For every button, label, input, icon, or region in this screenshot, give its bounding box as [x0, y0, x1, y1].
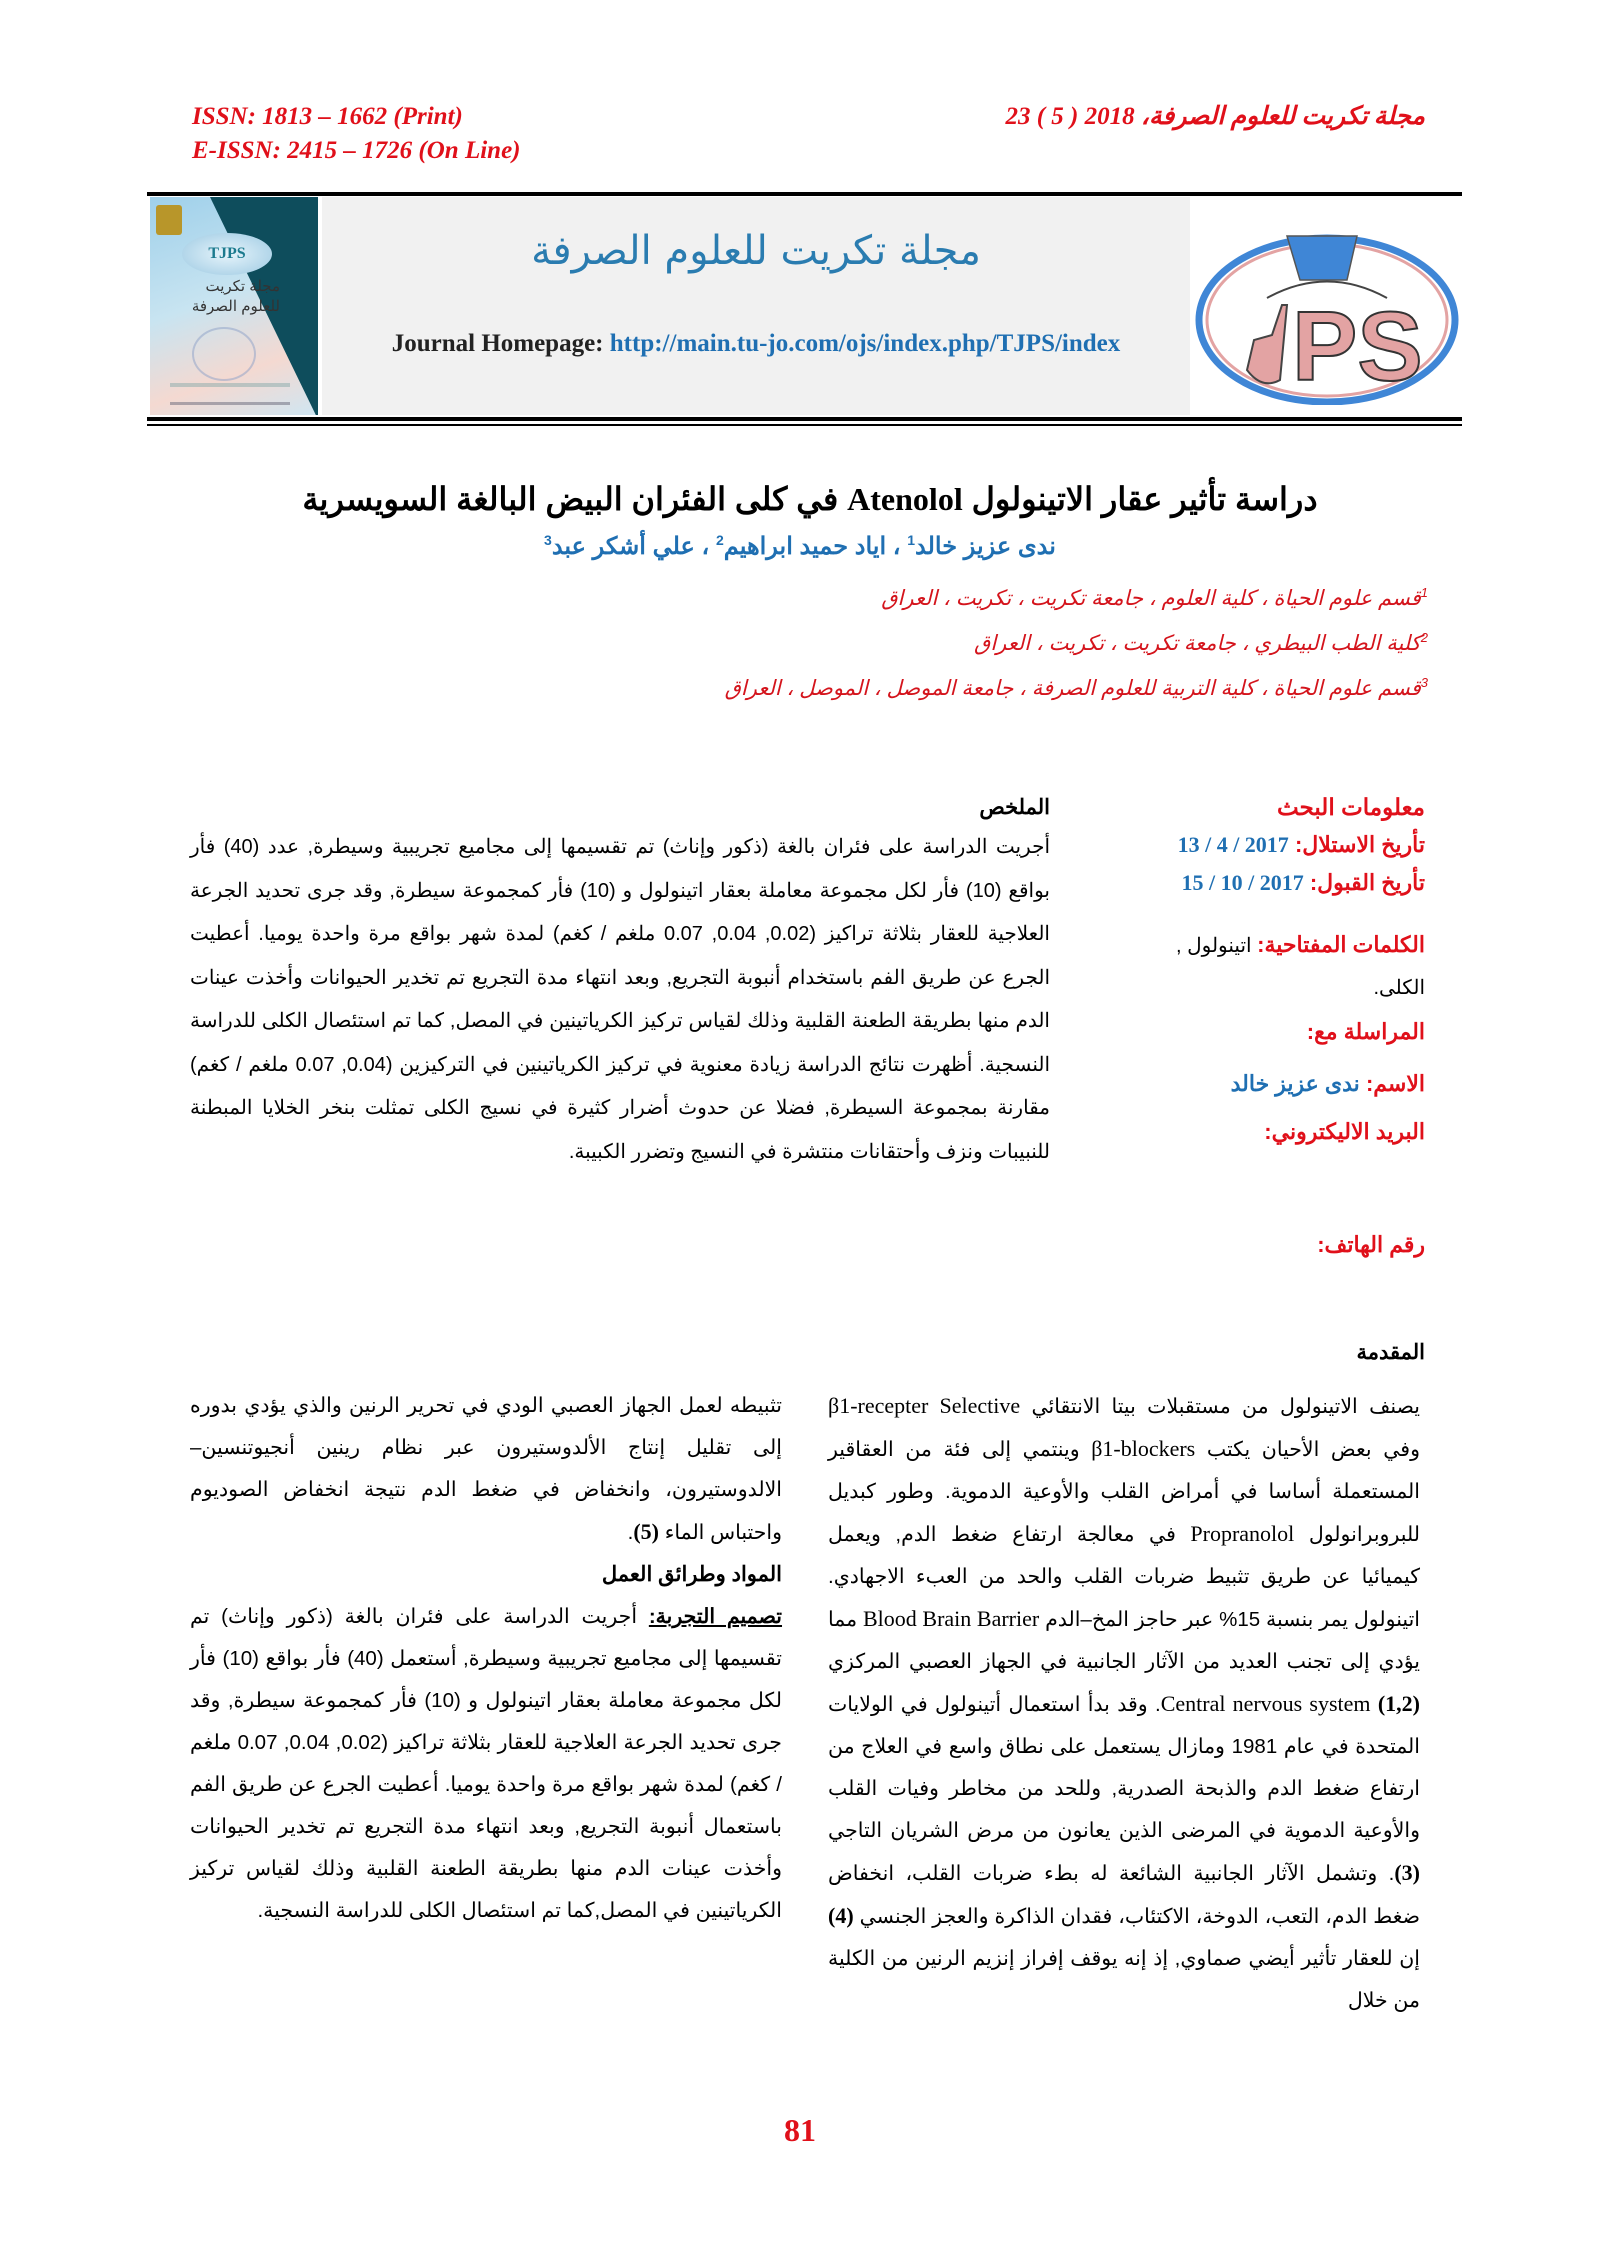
article-info-heading: معلومات البحث — [1276, 794, 1425, 820]
affiliation — [881, 585, 1428, 611]
affiliation-number: 2 — [1420, 630, 1428, 645]
author-name: ندى عزيز خالد — [915, 533, 1056, 560]
affiliation — [974, 630, 1428, 656]
intro-english-term: Central nervous system — [1160, 1691, 1371, 1716]
accepted-date: 15 / 10 / 2017 — [1181, 870, 1304, 895]
abstract — [190, 790, 1050, 1174]
abstract-heading: الملخص — [979, 796, 1050, 819]
author-separator: ، — [694, 533, 716, 560]
author-affil-mark: 3 — [544, 532, 552, 548]
author-list — [300, 532, 1300, 561]
affiliation — [725, 675, 1428, 701]
title-english-term: Atenolol — [847, 481, 963, 517]
issn-print: ISSN: 1813 – 1662 (Print) — [192, 103, 463, 130]
affiliation-text: كلية الطب البيطري ، جامعة تكريت ، تكريت ، العراق — [974, 632, 1421, 655]
citation: (4) — [828, 1903, 854, 1928]
intro-text: يصنف الاتينولول من مستقبلات بيتا الانتقائي — [1031, 1395, 1420, 1418]
keywords-label: الكلمات المفتاحية: — [1257, 932, 1425, 957]
received-label: تأريخ الاستلال: — [1294, 832, 1425, 857]
accepted-label: تأريخ القبول: — [1309, 870, 1425, 895]
author-separator: ، — [886, 533, 908, 560]
banner-top-rule — [147, 192, 1462, 196]
cover-footer-line — [170, 383, 290, 387]
title-part-1: دراسة تأثير عقار الاتينولول — [971, 481, 1318, 517]
author-affil-mark: 2 — [715, 532, 724, 548]
banner-bottom-rule-thin — [147, 424, 1462, 426]
keyword: اتينولول , — [1175, 935, 1252, 957]
introduction-column — [828, 1385, 1420, 2022]
email-row — [1105, 1113, 1425, 1151]
experiment-design-label: تصميم التجربة: — [648, 1605, 783, 1628]
methods-column — [190, 1385, 782, 1932]
intro-text: مما يؤدي إلى تجنب العديد من الآثار الجانبية في الجهاز العصبي المركزي — [828, 1608, 1420, 1673]
cover-title: مجلة تكريت للعلوم الصرفة — [191, 278, 280, 315]
methods-heading: المواد وطرائق العمل — [601, 1563, 782, 1586]
intro-english-term: Propranolol — [1190, 1521, 1295, 1546]
received-date: 13 / 4 / 2017 — [1177, 832, 1289, 857]
abstract-body: أجريت الدراسة على فئران بالغة (ذكور وإناث) تم تقسيمها إلى مجاميع تجريبية وسيطرة, عدد (40) فأر بواقع (10) فأر لكل مجموعة معاملة بعقار اتينولول و (10) فأر كمجموعة سيطرة, وقد جرى تحديد الجرعة العلاجية للعقار بثلاثة تراكيز (0.02, 0.04, 0.07 ملغم / كغم) لمدة شهر بواقع مرة واحدة يوميا. أعطيت الجرع عن طريق الفم باستخدام أنبوبة التجريع, وبعد انتهاء مدة التجريع تم تخدير الحيوانات وأخذت عينات الدم منها بطريقة الطعنة القلبية وذلك لقياس تركيز الكرياتينين في المصل, كما تم استئصال الكلى للدراسة النسجية. أظهرت نتائج الدراسة زيادة معنوية في تركيز الكرياتينين في التركيزين (0.04, 0.07 ملغم / كغم) مقارنة بمجموعة السيطرة, فضلا عن حدوث أضرار كثيرة في نسيج الكلى تمثلت بنخر الخلايا المبطنة للنبيبات ونزف وأحتقانات منتشرة في النسيج وتضرر الكبيبة. — [190, 836, 1050, 1163]
homepage-link[interactable]: http://main.tu-jo.com/ojs/index.php/TJPS/index — [609, 330, 1121, 357]
banner-bottom-rule — [147, 417, 1462, 421]
intro-text: تثبيطه لعمل الجهاز العصبي الودي في تحرير الرنين والذي يؤدي بدوره إلى تقليل إنتاج الألدوستيرون عبر نظام رينين أنجيوتنسين–الالدوستيرون، وانخفاض في ضغط الدم نتيجة انخفاض الصوديوم واحتباس الماء — [190, 1394, 782, 1544]
correspondence-label-row — [1105, 1013, 1425, 1051]
citation: (3) — [1394, 1860, 1420, 1885]
correspondence-label: المراسلة مع: — [1306, 1019, 1425, 1044]
corresponding-author-name: ندى عزيز خالد — [1230, 1071, 1360, 1096]
tjps-logo-icon — [1192, 220, 1462, 405]
affiliation-text: قسم علوم الحياة ، كلية العلوم ، جامعة تكريت ، تكريت ، العراق — [881, 587, 1421, 610]
intro-text: . — [627, 1521, 634, 1544]
author-name: اياد حميد ابراهيم — [723, 533, 887, 560]
intro-english-term: Blood Brain Barrier — [862, 1606, 1040, 1631]
intro-text: في معالجة ارتفاع ضغط الدم, ويعمل كيميائيا عن طريق تثبيط ضربات القلب والحد من العبء الاجهادي. اتينولول يمر بنسبة 15% عبر حاجز المخ–الدم — [828, 1523, 1420, 1631]
journal-title: مجلة تكريت للعلوم الصرفة — [531, 228, 981, 274]
experiment-design-body: أجريت الدراسة على فئران بالغة (ذكور وإناث) تم تقسيمها إلى مجاميع تجريبية وسيطرة, أستعمل (40) فأر بواقع (10) فأر لكل مجموعة معاملة بعقار اتينولول و (10) فأر كمجموعة سيطرة, وقد جرى تحديد الجرعة العلاجية للعقار بثلاثة تراكيز (0.02, 0.04, 0.07 ملغم / كغم) لمدة شهر بواقع مرة واحدة يوميا. أعطيت الجرع عن طريق الفم باستعمال أنبوبة التجريع, وبعد انتهاء مدة التجريع تم تخدير الحيوانات وأخذت عينات الدم منها بطريقة الطعنة القلبية وذلك لقياس تركيز الكرياتينين في المصل,كما تم استئصال الكلى للدراسة النسجية. — [190, 1605, 783, 1922]
journal-ref-volume: 23 ( 5 ) 2018 — [1005, 103, 1135, 130]
intro-text: وفي بعض الأحيان يكتب — [1206, 1438, 1420, 1461]
corresponding-name-row — [1105, 1065, 1425, 1103]
homepage-label: Journal Homepage: — [391, 330, 604, 357]
author-name: علي أشكر عبد — [551, 533, 695, 560]
intro-text: . وتشمل الآثار الجانبية الشائعة له بطء ضربات القلب، انخفاض ضغط الدم، التعب، الدوخة، الاكتئاب، فقدان الذاكرة والعجز الجنسي — [828, 1862, 1420, 1928]
cover-footer-line — [170, 402, 290, 405]
journal-cover-thumbnail — [150, 197, 318, 415]
affiliation-number: 3 — [1420, 675, 1428, 690]
citation: (1,2) — [1377, 1691, 1420, 1716]
university-emblem-icon — [156, 205, 182, 235]
paper-title — [200, 480, 1420, 518]
accepted-date-row — [1105, 864, 1425, 902]
journal-reference — [1005, 100, 1425, 134]
phone-label: رقم الهاتف: — [1317, 1232, 1425, 1257]
affiliation-number: 1 — [1420, 585, 1428, 600]
keyword: الكلى. — [1373, 977, 1425, 999]
intro-english-term: β1-recepter Selective — [828, 1393, 1021, 1418]
email-label: البريد الاليكتروني: — [1264, 1119, 1425, 1144]
page-number: 81 — [784, 2112, 816, 2148]
name-label: الاسم: — [1365, 1071, 1425, 1096]
intro-text: إن للعقار تأثير أيضي صماوي, إذ إنه يوقف إفراز إنزيم الرنين من الكلية من خلال — [828, 1947, 1420, 2012]
affiliation-text: قسم علوم الحياة ، كلية التربية للعلوم الصرفة ، جامعة الموصل ، الموصل ، العراق — [724, 677, 1421, 700]
intro-continuation — [190, 1385, 782, 1554]
introduction-heading: المقدمة — [1356, 1341, 1425, 1364]
issn-online: E-ISSN: 2415 – 1726 (On Line) — [192, 137, 521, 164]
article-info — [1105, 788, 1425, 1151]
cover-acronym-badge: TJPS — [182, 233, 272, 275]
intro-text: . وقد بدأ استعمال أتينولول في الولايات المتحدة في عام 1981 ومازال يستعمل على نطاق واسع في العلاج من ارتفاع ضغط الدم والذبحة الصدرية, وللحد من مخاطر وفيات القلب والأوعية الدموية في المرضى الذين يعانون من مرض الشريان التاجي — [828, 1693, 1421, 1842]
received-date-row — [1105, 826, 1425, 864]
intro-text: وينتمي إلى فئة من العقاقير المستعملة أساسا في أمراض القلب والأوعية الدموية. وطور كبديل للبروبرانولول — [828, 1438, 1420, 1546]
author-affil-mark: 1 — [907, 532, 916, 548]
issn-block — [192, 100, 521, 168]
citation: (5) — [633, 1519, 659, 1544]
journal-ref-name: مجلة تكريت للعلوم الصرفة، — [1140, 103, 1425, 130]
title-part-2: في كلى الفئران البيض البالغة السويسرية — [302, 481, 839, 517]
intro-english-term: β1-blockers — [1091, 1436, 1196, 1461]
logo-text: PS — [1292, 291, 1423, 401]
experiment-design — [190, 1596, 782, 1932]
keywords — [1105, 924, 1425, 1009]
cover-logo-icon — [192, 327, 256, 381]
journal-homepage — [322, 330, 1190, 358]
